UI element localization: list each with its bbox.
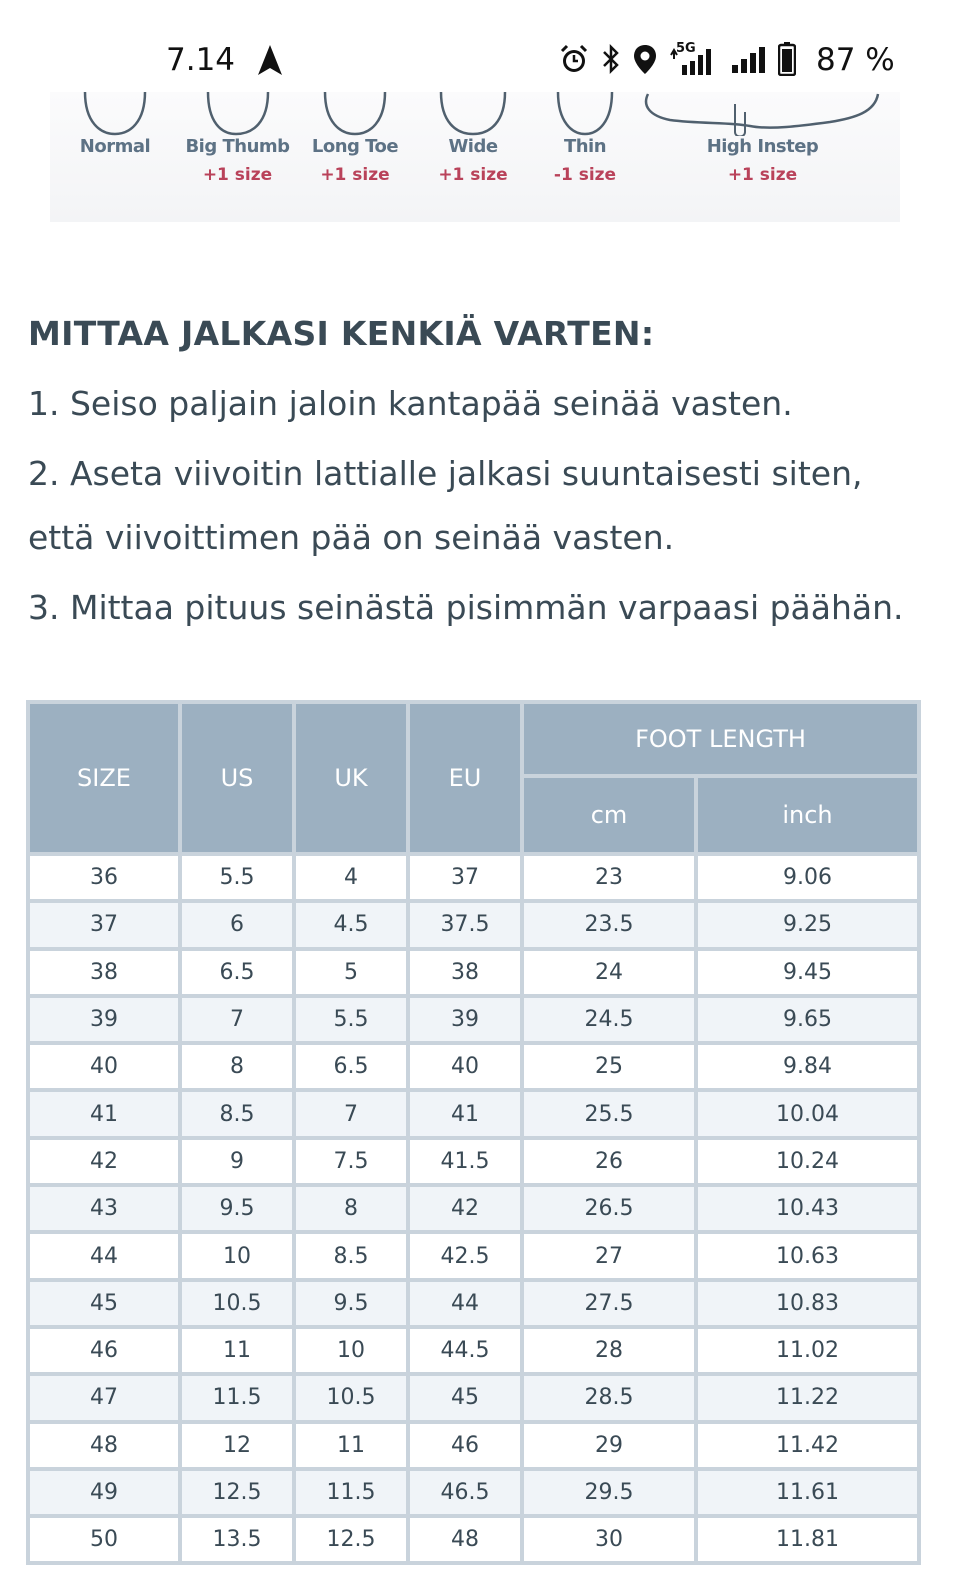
table-row	[30, 856, 917, 899]
cell-eu: 41.5	[410, 1140, 520, 1183]
cell-eu: 41	[410, 1092, 520, 1135]
table-row	[30, 1518, 917, 1561]
status-icons	[558, 42, 796, 80]
size-adjust-label: -1 size	[553, 165, 617, 185]
cell-inch: 10.83	[698, 1282, 917, 1325]
cell-us: 9.5	[182, 1187, 292, 1230]
cell-eu: 37.5	[410, 903, 520, 946]
cell-size: 41	[30, 1092, 178, 1135]
cell-eu: 42.5	[410, 1234, 520, 1277]
cell-cm: 23	[524, 856, 694, 899]
cell-size: 47	[30, 1376, 178, 1419]
cell-cm: 27.5	[524, 1282, 694, 1325]
cell-eu: 39	[410, 998, 520, 1041]
foot-type-thin	[540, 92, 630, 185]
header-uk: UK	[296, 704, 406, 852]
cell-us: 8.5	[182, 1092, 292, 1135]
cell-cm: 28	[524, 1329, 694, 1372]
table-body	[30, 856, 917, 1561]
cell-uk: 4	[296, 856, 406, 899]
foot-type-label: Wide	[448, 136, 498, 157]
cell-eu: 46	[410, 1424, 520, 1467]
cell-cm: 25.5	[524, 1092, 694, 1135]
cell-inch: 9.84	[698, 1045, 917, 1088]
table-row	[30, 1329, 917, 1372]
size-adjust-label: +1 size	[727, 165, 798, 185]
cell-cm: 24.5	[524, 998, 694, 1041]
header-us: US	[182, 704, 292, 852]
alarm-icon	[558, 43, 590, 79]
header-cm: cm	[524, 778, 694, 852]
cell-size: 37	[30, 903, 178, 946]
header-foot-length: FOOT LENGTH	[524, 704, 917, 774]
cell-eu: 42	[410, 1187, 520, 1230]
cell-uk: 10.5	[296, 1376, 406, 1419]
table-header	[30, 704, 917, 852]
cell-inch: 10.04	[698, 1092, 917, 1135]
table-row	[30, 1045, 917, 1088]
cell-size: 40	[30, 1045, 178, 1088]
table-row	[30, 1092, 917, 1135]
cell-uk: 4.5	[296, 903, 406, 946]
size-adjust-label: +1 size	[202, 165, 273, 185]
network-label: 5G	[676, 41, 696, 56]
cell-cm: 29.5	[524, 1471, 694, 1514]
cell-size: 44	[30, 1234, 178, 1277]
cell-cm: 27	[524, 1234, 694, 1277]
table-row	[30, 1140, 917, 1183]
size-adjust-label: +1 size	[438, 165, 508, 185]
table-row	[30, 1234, 917, 1277]
cell-uk: 8	[296, 1187, 406, 1230]
navigation-arrow-icon	[258, 45, 282, 79]
cell-cm: 23.5	[524, 903, 694, 946]
status-bar	[0, 0, 960, 92]
cell-inch: 10.43	[698, 1187, 917, 1230]
table-row	[30, 1424, 917, 1467]
cell-eu: 44.5	[410, 1329, 520, 1372]
cell-size: 48	[30, 1424, 178, 1467]
cell-eu: 37	[410, 856, 520, 899]
table-row	[30, 1471, 917, 1514]
table-row	[30, 1376, 917, 1419]
table-row	[30, 1282, 917, 1325]
cell-us: 12.5	[182, 1471, 292, 1514]
cell-inch: 9.06	[698, 856, 917, 899]
header-eu: EU	[410, 704, 520, 852]
cell-size: 38	[30, 951, 178, 994]
cell-us: 9	[182, 1140, 292, 1183]
table-row	[30, 998, 917, 1041]
cell-us: 7	[182, 998, 292, 1041]
status-time: 7.14	[166, 42, 236, 78]
cell-inch: 10.63	[698, 1234, 917, 1277]
cell-inch: 10.24	[698, 1140, 917, 1183]
cell-inch: 11.02	[698, 1329, 917, 1372]
cell-us: 10	[182, 1234, 292, 1277]
cell-eu: 45	[410, 1376, 520, 1419]
cell-eu: 38	[410, 951, 520, 994]
foot-type-normal	[70, 92, 160, 165]
cell-uk: 8.5	[296, 1234, 406, 1277]
cell-uk: 11.5	[296, 1471, 406, 1514]
foot-type-label: High Instep	[706, 136, 819, 157]
cell-size: 49	[30, 1471, 178, 1514]
cell-inch: 11.22	[698, 1376, 917, 1419]
cell-size: 50	[30, 1518, 178, 1561]
cell-size: 42	[30, 1140, 178, 1183]
foot-type-label: Thin	[563, 136, 607, 157]
bluetooth-icon	[600, 43, 622, 79]
cell-uk: 9.5	[296, 1282, 406, 1325]
measure-heading: MITTAA JALKASI KENKIÄ VARTEN:	[28, 314, 655, 353]
foot-type-long-toe	[305, 92, 405, 185]
foot-type-label: Normal	[79, 136, 151, 157]
cell-eu: 48	[410, 1518, 520, 1561]
table-row	[30, 1187, 917, 1230]
cell-cm: 28.5	[524, 1376, 694, 1419]
table-row	[30, 951, 917, 994]
cell-size: 36	[30, 856, 178, 899]
cell-uk: 7.5	[296, 1140, 406, 1183]
header-size: SIZE	[30, 704, 178, 852]
cell-eu: 46.5	[410, 1471, 520, 1514]
cell-us: 10.5	[182, 1282, 292, 1325]
cell-us: 6	[182, 903, 292, 946]
signal-strength-icon	[730, 43, 768, 79]
header-inch: inch	[698, 778, 917, 852]
cell-cm: 30	[524, 1518, 694, 1561]
cell-inch: 11.81	[698, 1518, 917, 1561]
cell-cm: 26.5	[524, 1187, 694, 1230]
cell-us: 11.5	[182, 1376, 292, 1419]
cell-inch: 9.45	[698, 951, 917, 994]
cell-size: 46	[30, 1329, 178, 1372]
location-pin-icon	[632, 43, 658, 79]
cell-inch: 9.65	[698, 998, 917, 1041]
cell-uk: 10	[296, 1329, 406, 1372]
instruction-step-2-line-1: 2. Aseta viivoitin lattialle jalkasi suuntaisesti siten,	[28, 454, 863, 493]
foot-type-high-instep	[640, 92, 885, 185]
foot-type-big-thumb	[185, 92, 290, 185]
instruction-step-2-line-2: että viivoittimen pää on seinää vasten.	[28, 518, 675, 557]
instruction-step-1: 1. Seiso paljain jaloin kantapää seinää vasten.	[28, 384, 793, 423]
cell-inch: 11.61	[698, 1471, 917, 1514]
foot-type-label: Long Toe	[311, 136, 399, 157]
cell-inch: 9.25	[698, 903, 917, 946]
cell-us: 6.5	[182, 951, 292, 994]
cell-uk: 12.5	[296, 1518, 406, 1561]
mobile-data-5g-icon	[668, 41, 720, 77]
cell-cm: 25	[524, 1045, 694, 1088]
cell-cm: 29	[524, 1424, 694, 1467]
cell-us: 11	[182, 1329, 292, 1372]
cell-us: 8	[182, 1045, 292, 1088]
instruction-step-3: 3. Mittaa pituus seinästä pisimmän varpaasi päähän.	[28, 588, 904, 627]
size-chart-table	[26, 700, 921, 1565]
cell-uk: 11	[296, 1424, 406, 1467]
cell-uk: 5.5	[296, 998, 406, 1041]
foot-type-label: Big Thumb	[185, 136, 290, 157]
battery-percent: 87 %	[816, 42, 895, 78]
cell-us: 5.5	[182, 856, 292, 899]
size-adjust-label: +1 size	[320, 165, 390, 185]
table-row	[30, 903, 917, 946]
cell-size: 39	[30, 998, 178, 1041]
battery-icon	[778, 42, 796, 80]
cell-size: 43	[30, 1187, 178, 1230]
cell-cm: 26	[524, 1140, 694, 1183]
cell-uk: 5	[296, 951, 406, 994]
cell-cm: 24	[524, 951, 694, 994]
foot-type-wide	[428, 92, 518, 185]
cell-uk: 6.5	[296, 1045, 406, 1088]
cell-eu: 40	[410, 1045, 520, 1088]
cell-uk: 7	[296, 1092, 406, 1135]
cell-inch: 11.42	[698, 1424, 917, 1467]
cell-us: 13.5	[182, 1518, 292, 1561]
foot-type-illustration	[50, 92, 900, 222]
cell-size: 45	[30, 1282, 178, 1325]
cell-eu: 44	[410, 1282, 520, 1325]
cell-us: 12	[182, 1424, 292, 1467]
